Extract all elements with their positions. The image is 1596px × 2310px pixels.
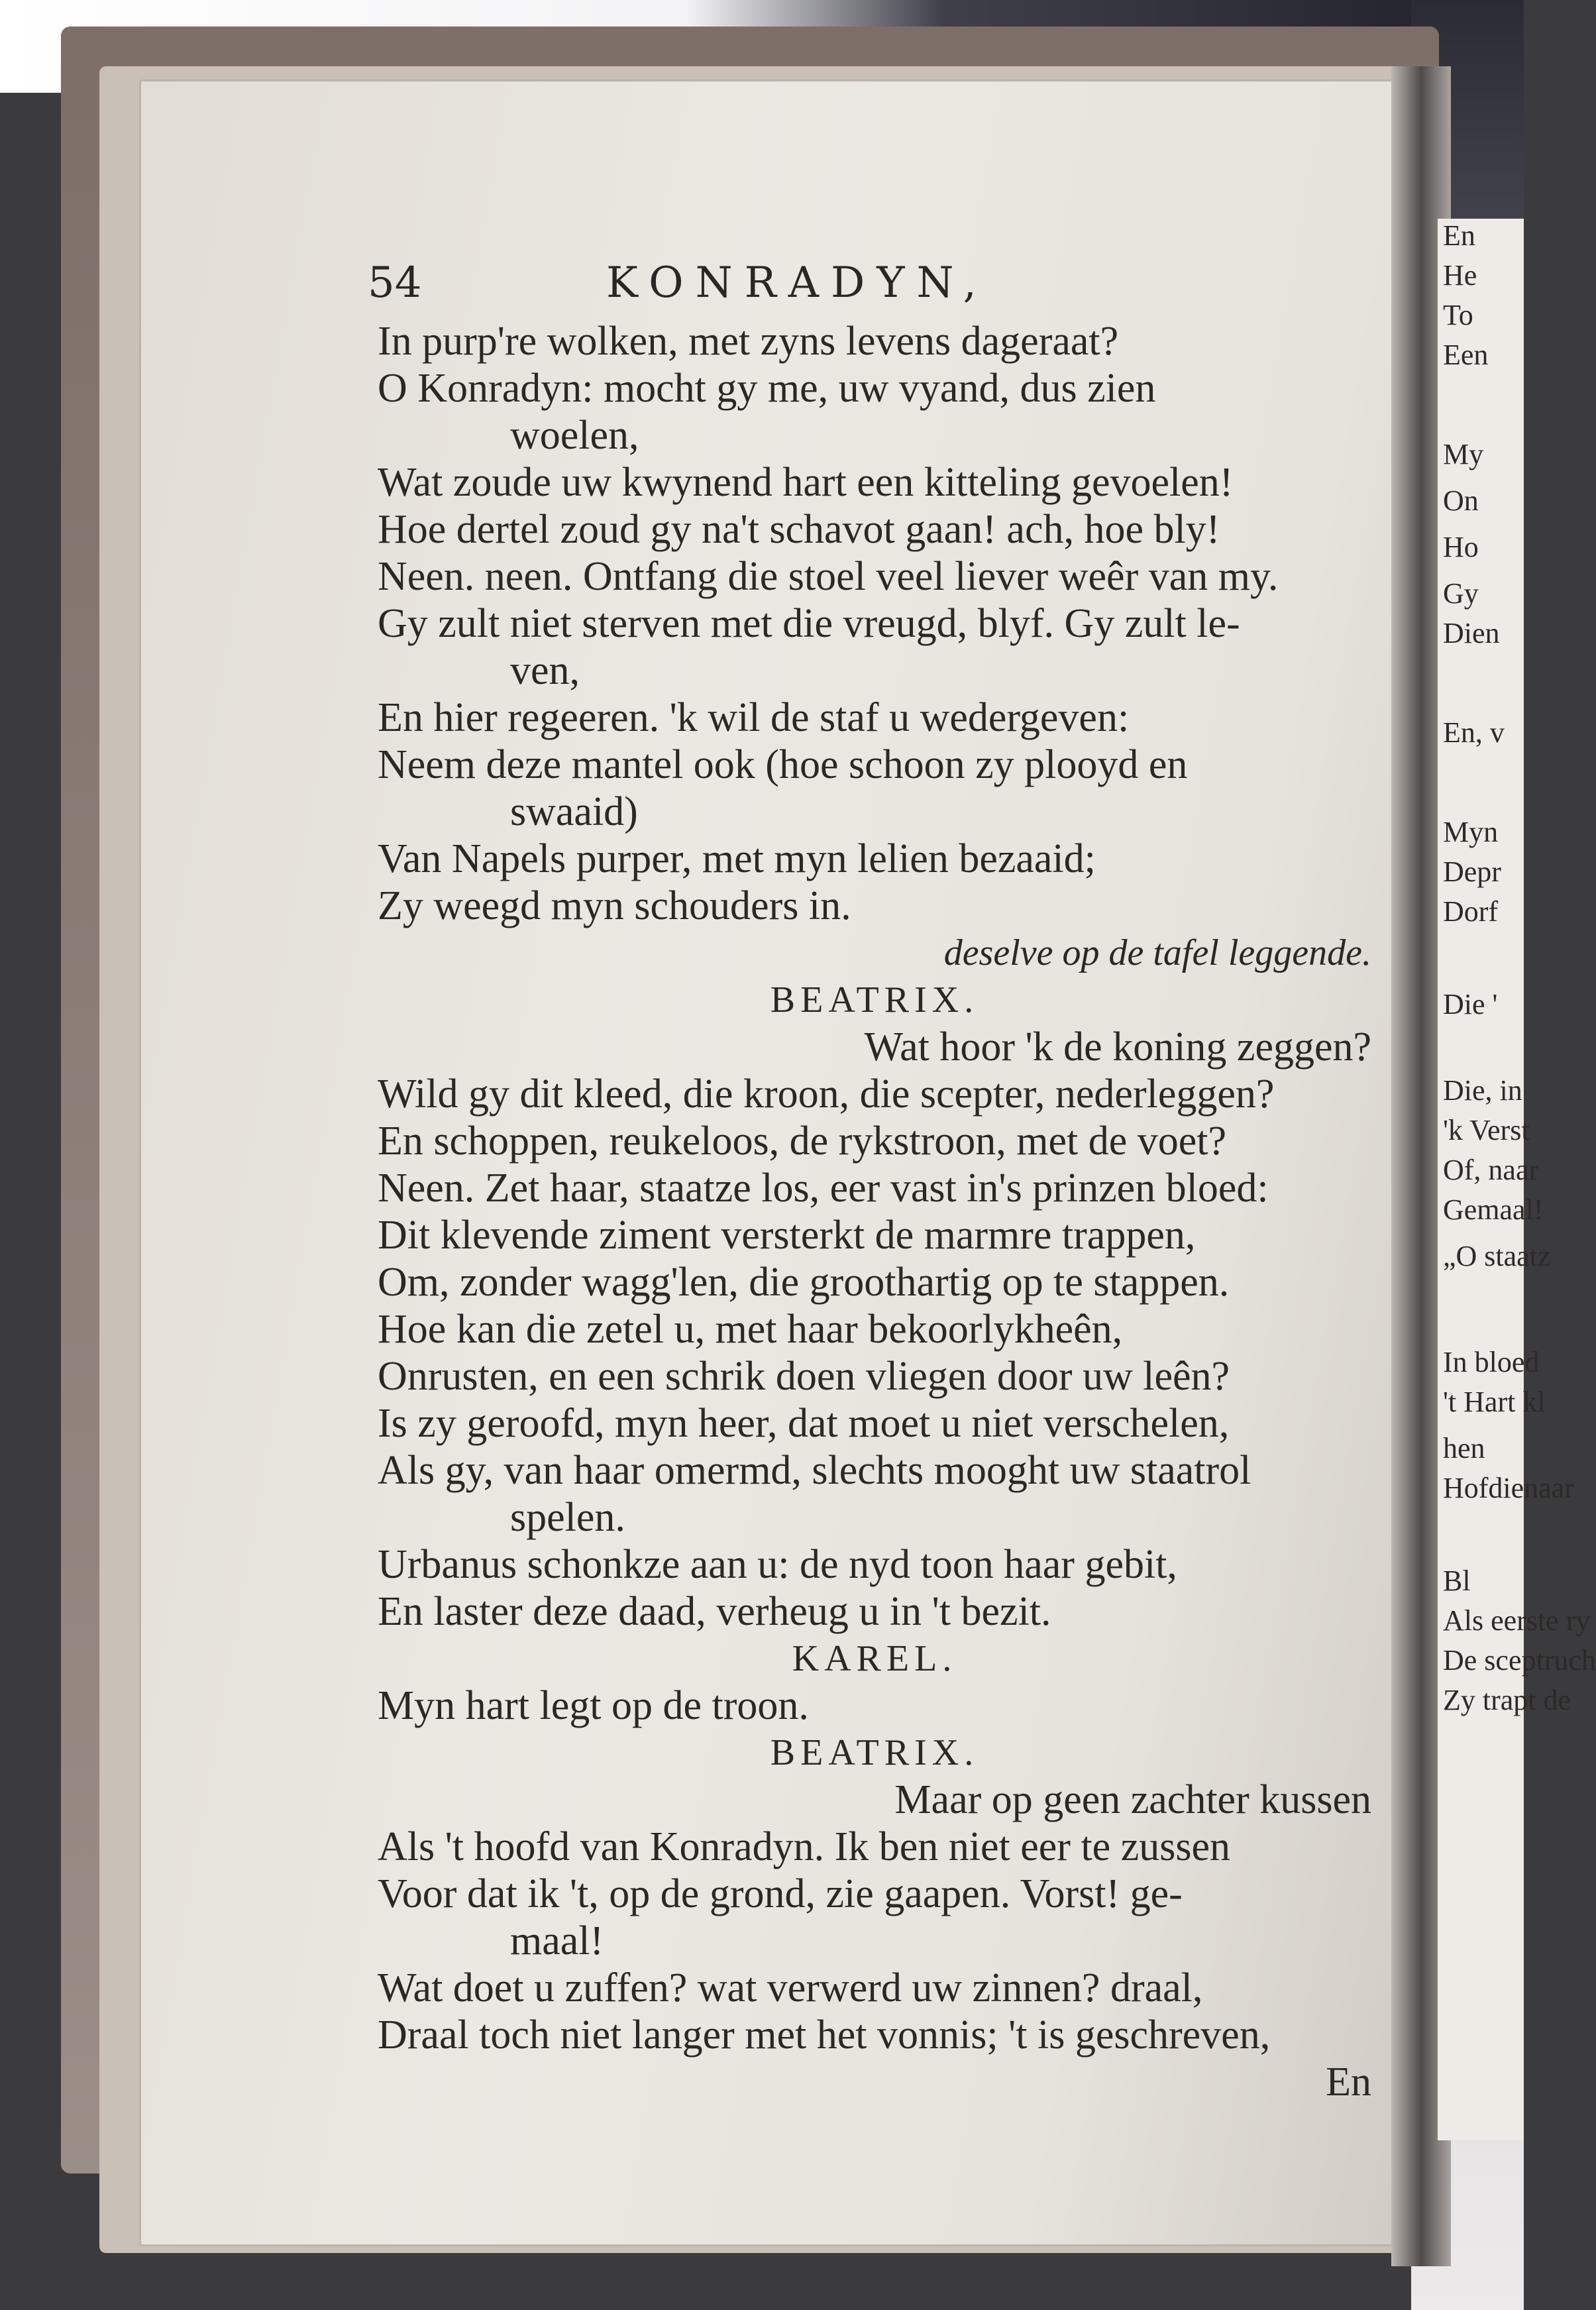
verse-line: En hier regeeren. 'k wil de staf u wedergeven:	[378, 695, 1130, 740]
verse-line: Gy zult niet sterven met die vreugd, blyf. Gy zult le-	[378, 601, 1240, 646]
verse-line-continuation: woelen,	[510, 413, 639, 458]
facing-page-fragment: Gemaal!	[1443, 1193, 1544, 1226]
verse-line: Als gy, van haar omermd, slechts mooght uw staatrol	[378, 1448, 1251, 1493]
facing-page-fragment: En, v	[1443, 716, 1505, 749]
verse-line: In purp're wolken, met zyns levens dageraat?	[378, 319, 1119, 364]
facing-page-fragment: He	[1443, 259, 1477, 292]
verse-line: Neem deze mantel ook (hoe schoon zy plooyd en	[378, 742, 1188, 787]
page-header	[368, 258, 1381, 318]
verse-line: En schoppen, reukeloos, de rykstroon, met de voet?	[378, 1119, 1226, 1164]
verse-line: Draal toch niet langer met het vonnis; 't is geschreven,	[378, 2012, 1271, 2058]
stage-direction: deselve op de tafel leggende.	[943, 932, 1371, 973]
facing-page-fragment: Ho	[1443, 531, 1479, 563]
facing-page-fragment: Die '	[1443, 988, 1498, 1020]
verse-line-right: Wat hoor 'k de koning zeggen?	[864, 1024, 1371, 1070]
verse-line: En laster deze daad, verheug u in 't bezit.	[378, 1589, 1051, 1634]
verse-line: Wild gy dit kleed, die kroon, die scepter, nederleggen?	[378, 1072, 1275, 1117]
verse-line-continuation: maal!	[510, 1918, 604, 1963]
verse-line: Van Napels purper, met myn lelien bezaaid;	[378, 836, 1096, 881]
verse-line: Is zy geroofd, myn heer, dat moet u niet verschelen,	[378, 1401, 1230, 1446]
facing-page-fragment: Een	[1443, 339, 1489, 371]
verse-line-right: Maar op geen zachter kussen	[894, 1777, 1371, 1822]
speaker-name: BEATRIX.	[770, 979, 979, 1020]
verse-line: O Konradyn: mocht gy me, uw vyand, dus zien	[378, 366, 1156, 411]
facing-page	[1438, 219, 1596, 2140]
verse-line: Neen. neen. Ontfang die stoel veel liever weêr van my.	[378, 554, 1279, 599]
verse-line: Neen. Zet haar, staatze los, eer vast in's prinzen bloed:	[378, 1166, 1269, 1211]
speaker-name: BEATRIX.	[770, 1732, 979, 1773]
facing-page-fragment: Bl	[1443, 1565, 1471, 1597]
facing-page-fragment: Gy	[1443, 577, 1479, 610]
verse-line: Om, zonder wagg'len, die groothartig op te stappen.	[378, 1260, 1230, 1305]
facing-page-fragment: To	[1443, 299, 1473, 331]
facing-page-fragment: Hofdienaar	[1443, 1472, 1574, 1504]
verse-line: Urbanus schonkze aan u: de nyd toon haar gebit,	[378, 1542, 1177, 1587]
speaker-name: KAREL.	[792, 1638, 957, 1679]
facing-page-fragment: „O staatz	[1443, 1240, 1551, 1272]
facing-page-fragment: En	[1443, 219, 1475, 252]
verse-line: Wat zoude uw kwynend hart een kitteling gevoelen!	[378, 460, 1234, 505]
facing-page-fragment: Als eerste ry	[1443, 1604, 1591, 1637]
facing-page-fragment: Dien	[1443, 617, 1500, 649]
facing-page-fragment: Of, naar	[1443, 1154, 1539, 1186]
running-title: KONRADYN,	[606, 258, 988, 307]
facing-page-fragment: 'k Verst	[1443, 1114, 1530, 1146]
facing-page-fragment: De sceptruch	[1443, 1644, 1596, 1677]
verse-line: Als 't hoofd van Konradyn. Ik ben niet eer te zussen	[378, 1824, 1230, 1869]
verse-line: Voor dat ik 't, op de grond, zie gaapen. Vorst! ge-	[378, 1871, 1183, 1916]
page-number: 54	[368, 258, 422, 307]
verse-line-continuation: spelen.	[510, 1495, 625, 1540]
facing-page-fragment: On	[1443, 484, 1479, 517]
verse-text	[378, 318, 1371, 2106]
verse-line: Onrusten, en een schrik doen vliegen door uw leên?	[378, 1354, 1230, 1399]
facing-page-fragment: Depr	[1443, 855, 1501, 888]
facing-page-fragment: hen	[1443, 1432, 1485, 1464]
verse-line: Wat doet u zuffen? wat verwerd uw zinnen? draal,	[378, 1965, 1203, 2010]
catchword: En	[1326, 2060, 1371, 2105]
verse-line: Zy weegd myn schouders in.	[378, 883, 851, 928]
verse-line: Hoe kan die zetel u, met haar bekoorlykheên,	[378, 1307, 1123, 1352]
facing-page-fragment: Myn	[1443, 816, 1499, 848]
verse-line: Hoe dertel zoud gy na't schavot gaan! ach, hoe bly!	[378, 507, 1220, 552]
facing-page-fragment: In bloed	[1443, 1346, 1540, 1378]
verse-line-continuation: swaaid)	[510, 789, 638, 834]
facing-page-fragment: 't Hart kl	[1443, 1386, 1546, 1418]
facing-page-fragment: Dorf	[1443, 895, 1499, 928]
facing-page-fragment: Zy trapt de	[1443, 1684, 1571, 1716]
facing-page-fragment: Die, in	[1443, 1074, 1522, 1107]
facing-page-fragment: My	[1443, 438, 1484, 470]
verse-line: Myn hart legt op de troon.	[378, 1683, 809, 1728]
verse-line-continuation: ven,	[510, 648, 580, 693]
verse-line: Dit klevende ziment versterkt de marmre trappen,	[378, 1213, 1196, 1258]
